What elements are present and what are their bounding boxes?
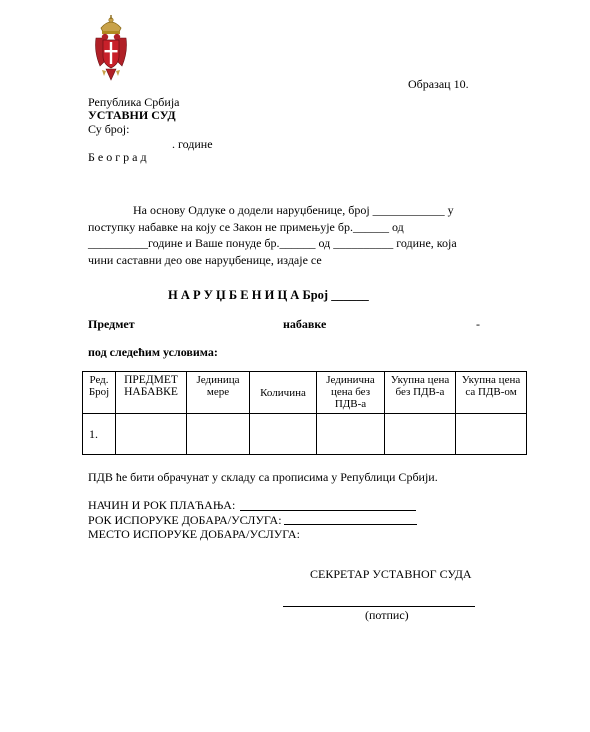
table-header-cell: Ред. Број: [83, 372, 116, 414]
order-title-label: Н А Р У Џ Б Е Н И Ц А Број: [168, 288, 329, 302]
table-header-cell: Јединица мере: [187, 372, 250, 414]
subject-dash: -: [476, 317, 480, 331]
table-row: [83, 414, 527, 455]
table-cell[interactable]: [187, 414, 250, 455]
table-header-row: [83, 372, 527, 414]
delivery-place-label: МЕСТО ИСПОРУКЕ ДОБАРА/УСЛУГА:: [88, 527, 300, 541]
year-suffix: . године: [172, 137, 213, 151]
delivery-time-label: РОК ИСПОРУКЕ ДОБАРА/УСЛУГА:: [88, 513, 282, 527]
table-cell: 1.: [83, 414, 116, 455]
table-header-cell: Укупна цена са ПДВ-ом: [456, 372, 527, 414]
table-header-cell: Јединична цена без ПДВ-а: [317, 372, 385, 414]
form-number: Образац 10.: [408, 77, 469, 91]
order-title: [168, 288, 369, 302]
table-cell[interactable]: [385, 414, 456, 455]
payment-terms-line[interactable]: [240, 510, 416, 511]
intro-line-4: чини саставни део ове наруџбенице, издаје се: [88, 252, 322, 267]
table-cell[interactable]: [116, 414, 187, 455]
payment-terms-label: НАЧИН И РОК ПЛАЋАЊА:: [88, 498, 236, 512]
table-cell[interactable]: [317, 414, 385, 455]
intro-line-1: На основу Одлуке о додели наруџбенице, број ____________ у: [133, 203, 454, 217]
table-header-cell: ПРЕДМЕТ НАБАВКЕ: [116, 372, 187, 414]
city-name: Б е о г р а д: [88, 150, 147, 164]
vat-note: ПДВ ће бити обрачунат у складу са прописима у Републици Србији.: [88, 470, 438, 484]
signature-line[interactable]: [283, 606, 475, 607]
table-cell[interactable]: [456, 414, 527, 455]
signature-title: СЕКРЕТАР УСТАВНОГ СУДА: [310, 567, 472, 581]
delivery-time-line[interactable]: [284, 524, 417, 525]
republic-name: Република Србија: [88, 95, 180, 109]
intro-paragraph: [88, 202, 468, 268]
subject-mid-label: набавке: [283, 317, 327, 331]
intro-line-3: __________године и Ваше понуде бр.______ од __________ године, која: [88, 236, 457, 250]
order-items-table: [82, 371, 527, 455]
intro-line-2: поступку набавке на коју се Закон не примењује бр.______ од: [88, 219, 404, 234]
table-header-cell: Количина: [250, 372, 317, 414]
table-header-cell: Укупна цена без ПДВ-а: [385, 372, 456, 414]
coat-of-arms-icon: [92, 14, 130, 86]
signature-caption: (потпис): [365, 608, 409, 622]
subject-label: Предмет: [88, 317, 135, 331]
conditions-label: под следећим условима:: [88, 345, 218, 359]
case-number-label: Су број:: [88, 122, 130, 136]
order-number-blank: ______: [331, 288, 369, 302]
court-name: УСТАВНИ СУД: [88, 108, 176, 122]
table-cell[interactable]: [250, 414, 317, 455]
